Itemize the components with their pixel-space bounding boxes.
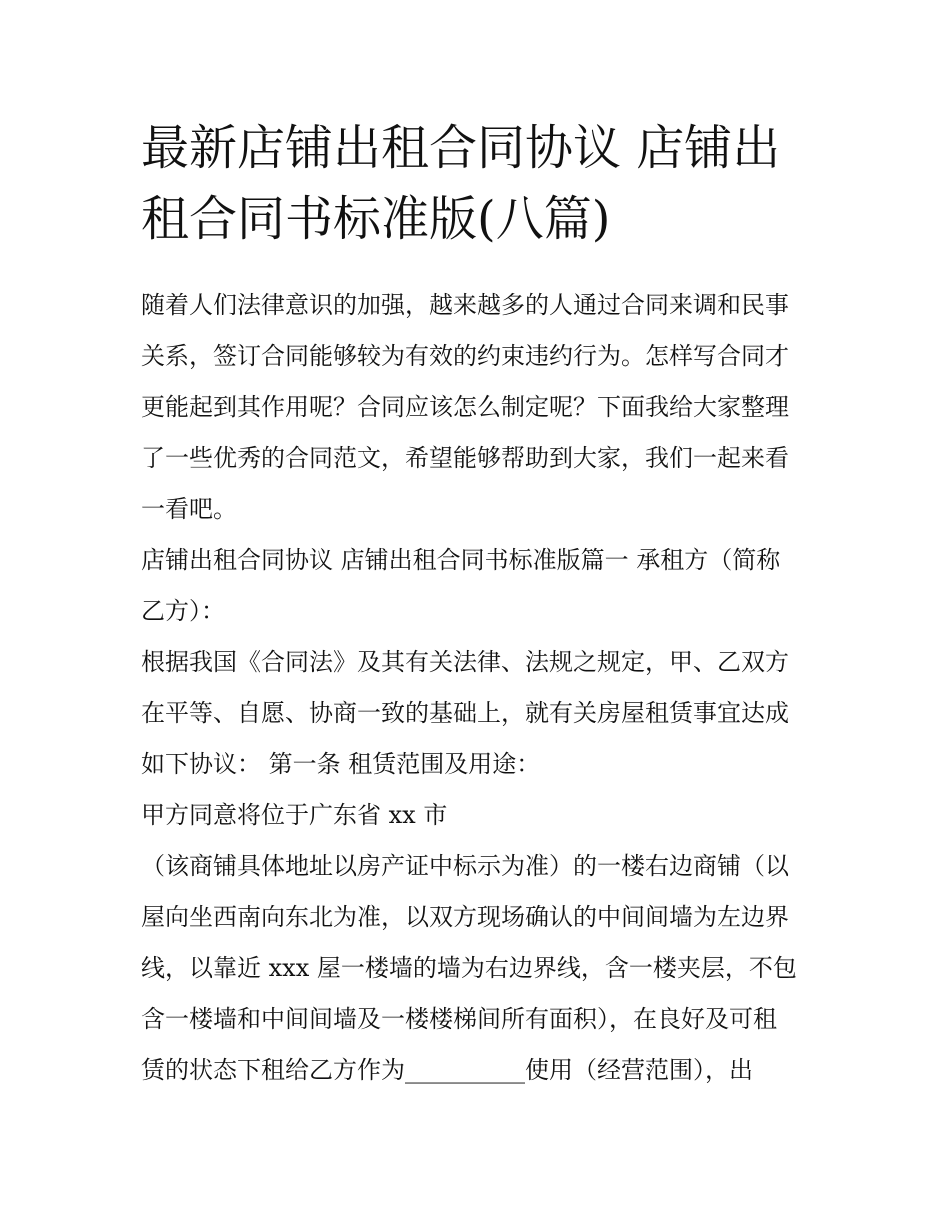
body-line: 线，以靠近 xxx 屋一楼墙的墙为右边界线，含一楼夹层，不包 xyxy=(141,954,797,982)
body-line: 含一楼墙和中间间墙及一楼楼梯间所有面积），在良好及可租 xyxy=(141,1005,777,1033)
body-line: 更能起到其作用呢？合同应该怎么制定呢？下面我给大家整理 xyxy=(141,393,789,421)
document-body xyxy=(141,280,821,1096)
title-line: 最新店铺出租合同协议 店铺出 xyxy=(141,120,781,176)
body-line: 乙方）： xyxy=(141,597,225,625)
body-line: 随着人们法律意识的加强，越来越多的人通过合同来调和民事 xyxy=(141,291,789,319)
body-line: 如下协议： 第一条 租赁范围及用途： xyxy=(141,750,541,778)
body-line: （该商铺具体地址以房产证中标示为准）的一楼右边商铺（以 xyxy=(141,852,789,880)
body-line: 在平等、自愿、协商一致的基础上，就有关房屋租赁事宜达成 xyxy=(141,699,789,727)
title-line: 租合同书标准版(八篇) xyxy=(141,191,611,247)
body-line: 屋向坐西南向东北为准，以双方现场确认的中间间墙为左边界 xyxy=(141,903,789,931)
body-line: 了一些优秀的合同范文，希望能够帮助到大家，我们一起来看 xyxy=(141,444,789,472)
body-line: 甲方同意将位于广东省 xx 市 xyxy=(141,801,448,829)
body-line: 关系，签订合同能够较为有效的约束违约行为。怎样写合同才 xyxy=(141,342,789,370)
body-line: 一看吧。 xyxy=(141,495,237,523)
body-line: 根据我国《合同法》及其有关法律、法规之规定，甲、乙双方 xyxy=(141,648,789,676)
body-line: 店铺出租合同协议 店铺出租合同书标准版篇一 承租方（简称 xyxy=(141,546,781,574)
document-title xyxy=(141,113,821,255)
body-line: 赁的状态下租给乙方作为__________使用（经营范围），出 xyxy=(141,1056,753,1084)
